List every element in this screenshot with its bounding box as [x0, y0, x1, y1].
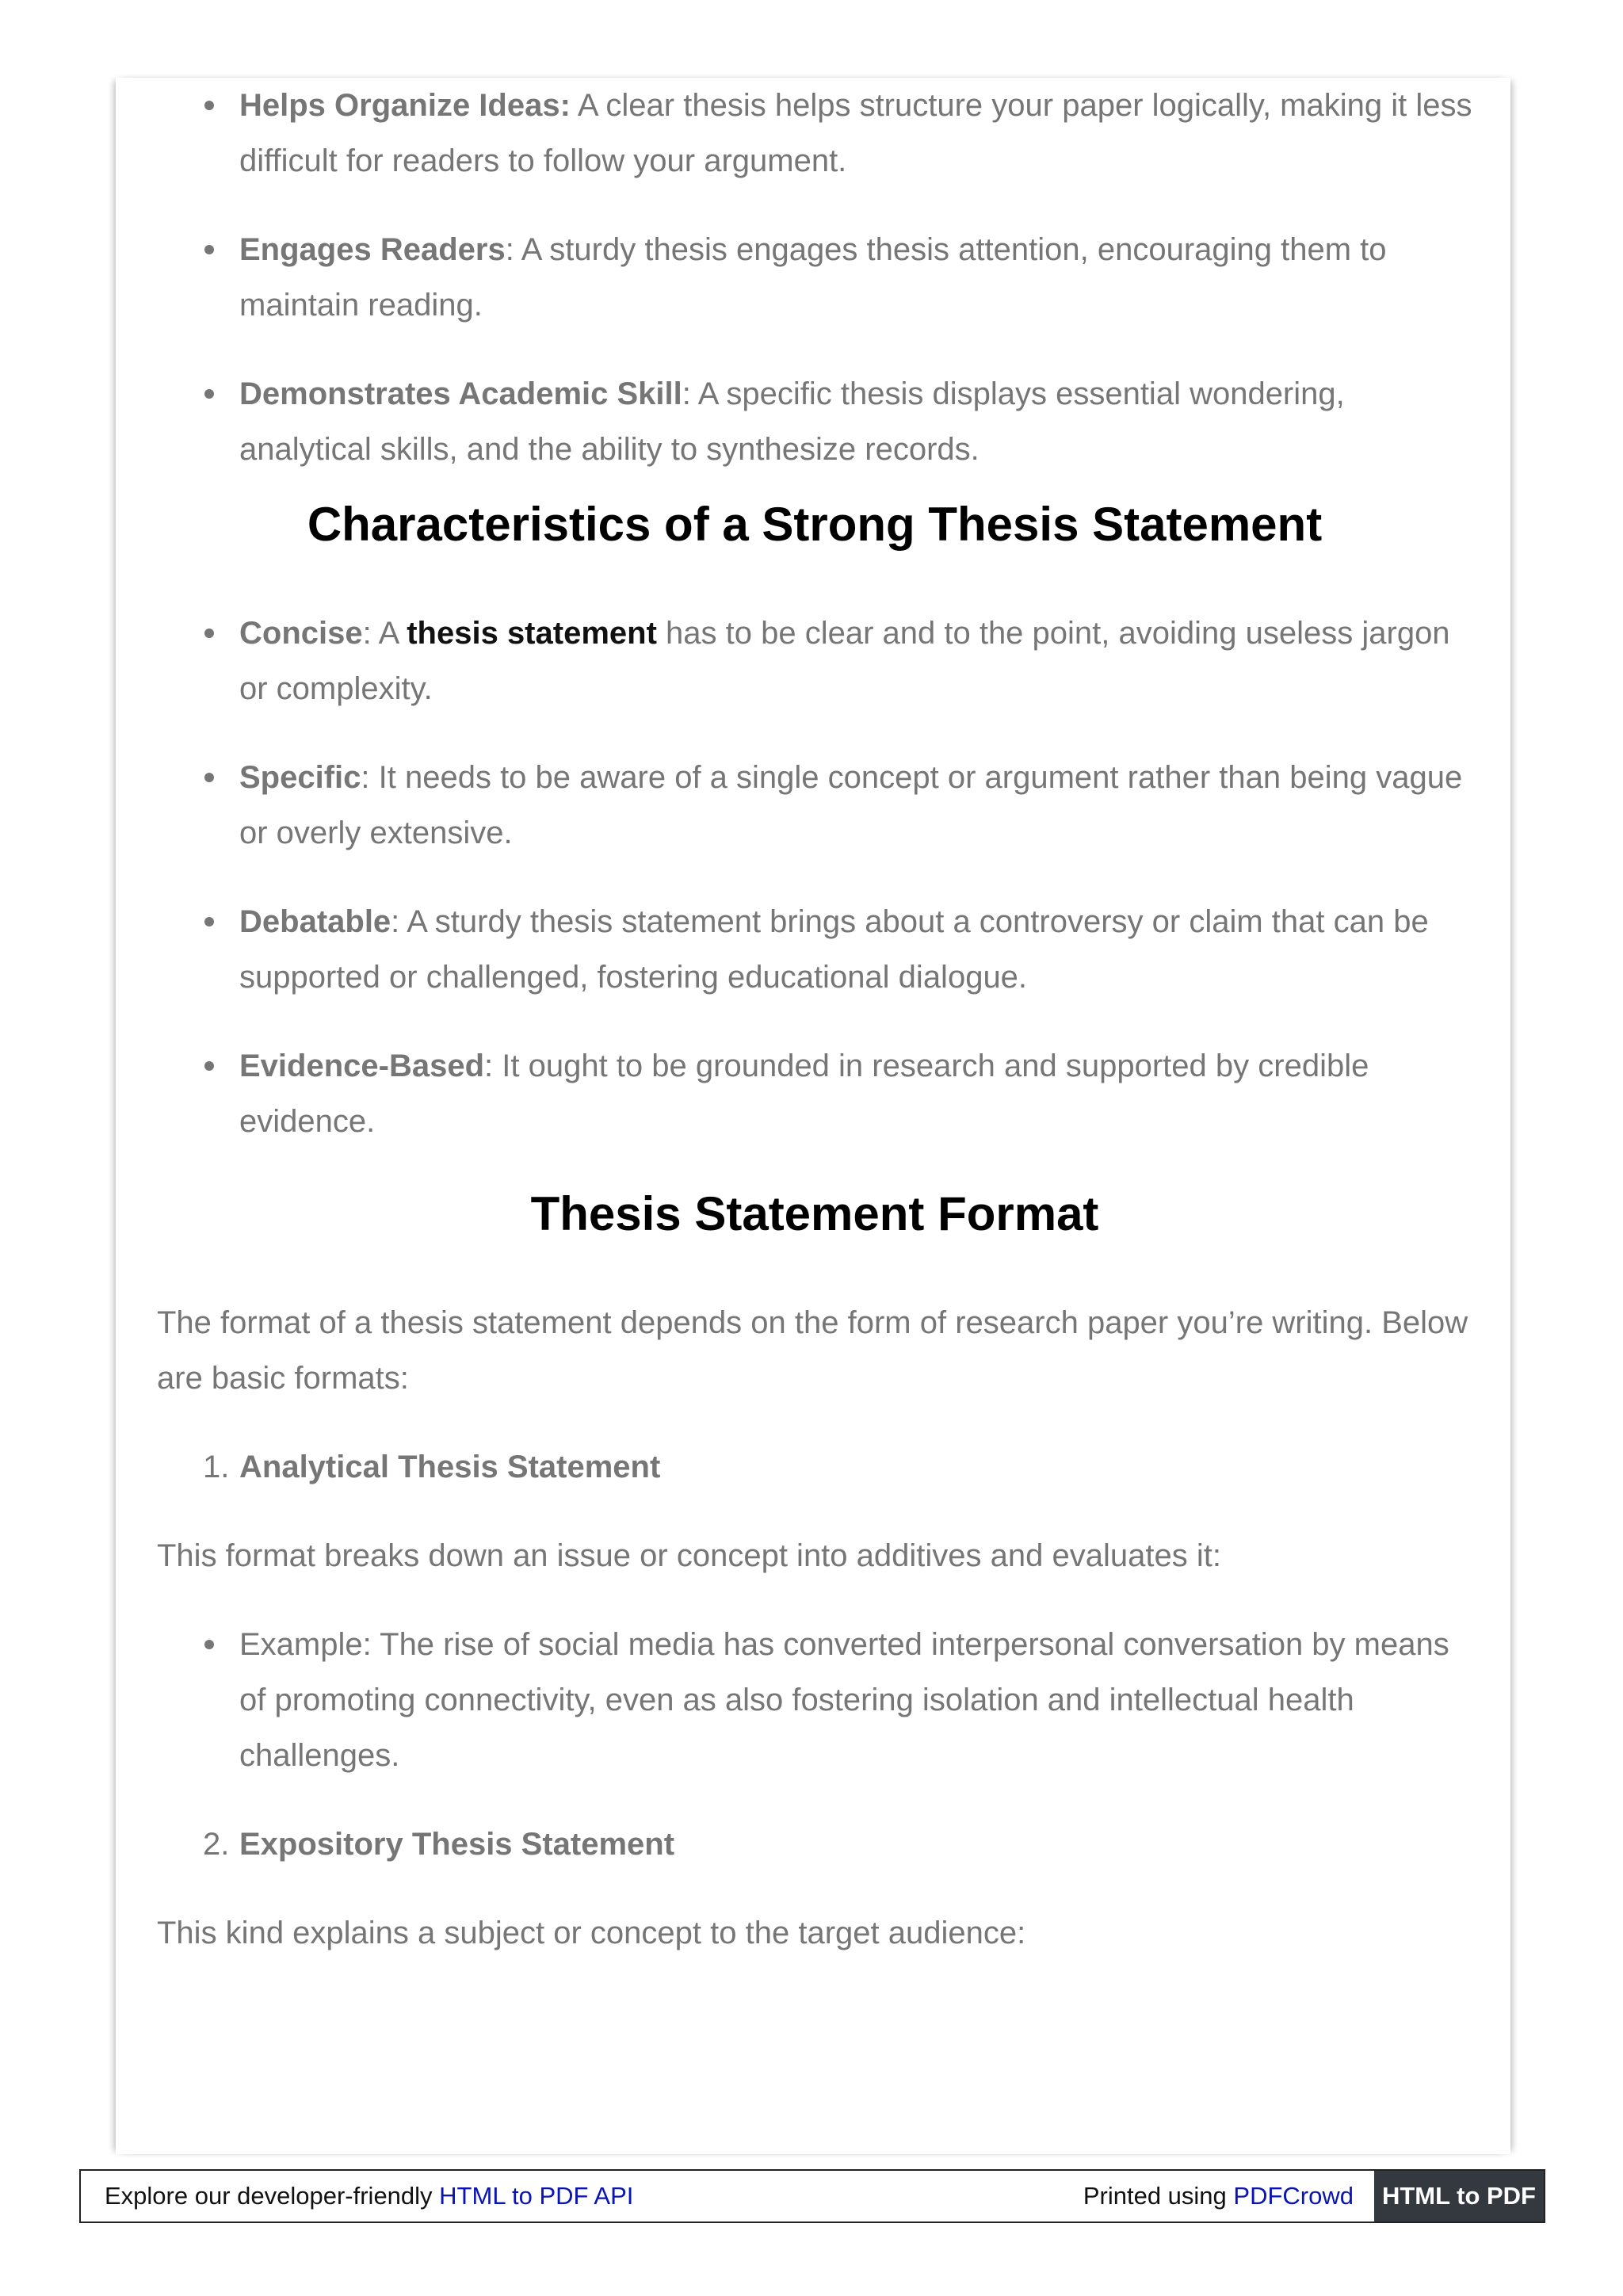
bullet-dot — [204, 389, 214, 399]
list-item-text: : A sturdy thesis engages thesis attention, encouraging them to maintain reading. — [239, 232, 1387, 323]
list-item — [157, 750, 1472, 861]
bullet-dot — [204, 1640, 214, 1649]
footer-right — [1083, 2171, 1354, 2222]
list-item-text: has to be clear and to the point, avoiding useless jargon or complexity. — [239, 616, 1450, 706]
bullet-dot — [204, 245, 214, 254]
list-item — [157, 606, 1472, 716]
list-item-lead: Evidence-Based — [239, 1049, 485, 1083]
list-item-text: : A — [362, 616, 407, 651]
list-item — [157, 366, 1472, 477]
list-item-lead: Debatable — [239, 904, 391, 939]
analytical-description: This format breaks down an issue or concept into additives and evaluates it: — [157, 1538, 1221, 1573]
bullet-dot — [204, 917, 214, 926]
document-content — [157, 78, 1472, 1961]
benefits-list — [157, 78, 1472, 477]
list-item — [157, 1038, 1472, 1149]
thesis-statement-link[interactable]: thesis statement — [407, 616, 657, 651]
bullet-dot — [204, 773, 214, 782]
list-item-lead: Demonstrates Academic Skill — [239, 376, 682, 411]
list-item — [157, 894, 1472, 1005]
expository-description: This kind explains a subject or concept to the target audience: — [157, 1916, 1026, 1950]
bullet-dot — [204, 101, 214, 110]
section-heading-format: Thesis Statement Format — [530, 1187, 1099, 1240]
example-text: Example: The rise of social media has converted interpersonal conversation by means of promoting connectivity, even as also fostering isolation and intellectual health challenges. — [239, 1627, 1449, 1773]
pdfcrowd-link[interactable]: PDFCrowd — [1233, 2182, 1354, 2210]
format-intro: The format of a thesis statement depends on the form of research paper you’re writing. Below are basic formats: — [157, 1305, 1468, 1396]
numbered-item-label: Analytical Thesis Statement — [239, 1450, 661, 1484]
bullet-dot — [204, 628, 214, 638]
list-item-text: : A sturdy thesis statement brings about a controversy or claim that can be supported or challenged, fostering educational dialogue. — [239, 904, 1429, 995]
item-number: 2. — [203, 1827, 230, 1862]
list-item-lead: Specific — [239, 760, 361, 795]
characteristics-list — [157, 606, 1472, 1149]
list-item-lead: Helps Organize Ideas: — [239, 88, 571, 123]
footer-left — [105, 2171, 633, 2222]
list-item — [157, 222, 1472, 333]
list-item — [157, 1617, 1472, 1783]
numbered-item — [157, 1439, 1472, 1495]
list-item-lead: Engages Readers — [239, 232, 506, 267]
list-item-text: A clear thesis helps structure your paper logically, making it less difficult for readers to follow your argument. — [239, 88, 1472, 178]
section-heading-characteristics: Characteristics of a Strong Thesis Statement — [307, 498, 1323, 551]
list-item-text: : It ought to be grounded in research and supported by credible evidence. — [239, 1049, 1369, 1139]
numbered-item — [157, 1817, 1472, 1872]
html-to-pdf-api-link[interactable]: HTML to PDF API — [439, 2182, 634, 2210]
list-item-text: : A specific thesis displays essential wondering, analytical skills, and the ability to synthesize records. — [239, 376, 1345, 467]
numbered-item-label: Expository Thesis Statement — [239, 1827, 675, 1862]
list-item — [157, 78, 1472, 189]
list-item-text: : It needs to be aware of a single concept or argument rather than being vague or overly extensive. — [239, 760, 1463, 850]
pdf-footer-banner — [79, 2169, 1545, 2223]
html-to-pdf-badge[interactable]: HTML to PDF — [1374, 2171, 1544, 2222]
footer-right-text: Printed using — [1083, 2182, 1234, 2210]
example-list — [157, 1617, 1472, 1783]
item-number: 1. — [203, 1450, 230, 1484]
list-item-lead: Concise — [239, 616, 363, 651]
footer-left-text: Explore our developer-friendly — [105, 2182, 440, 2210]
bullet-dot — [204, 1061, 214, 1071]
